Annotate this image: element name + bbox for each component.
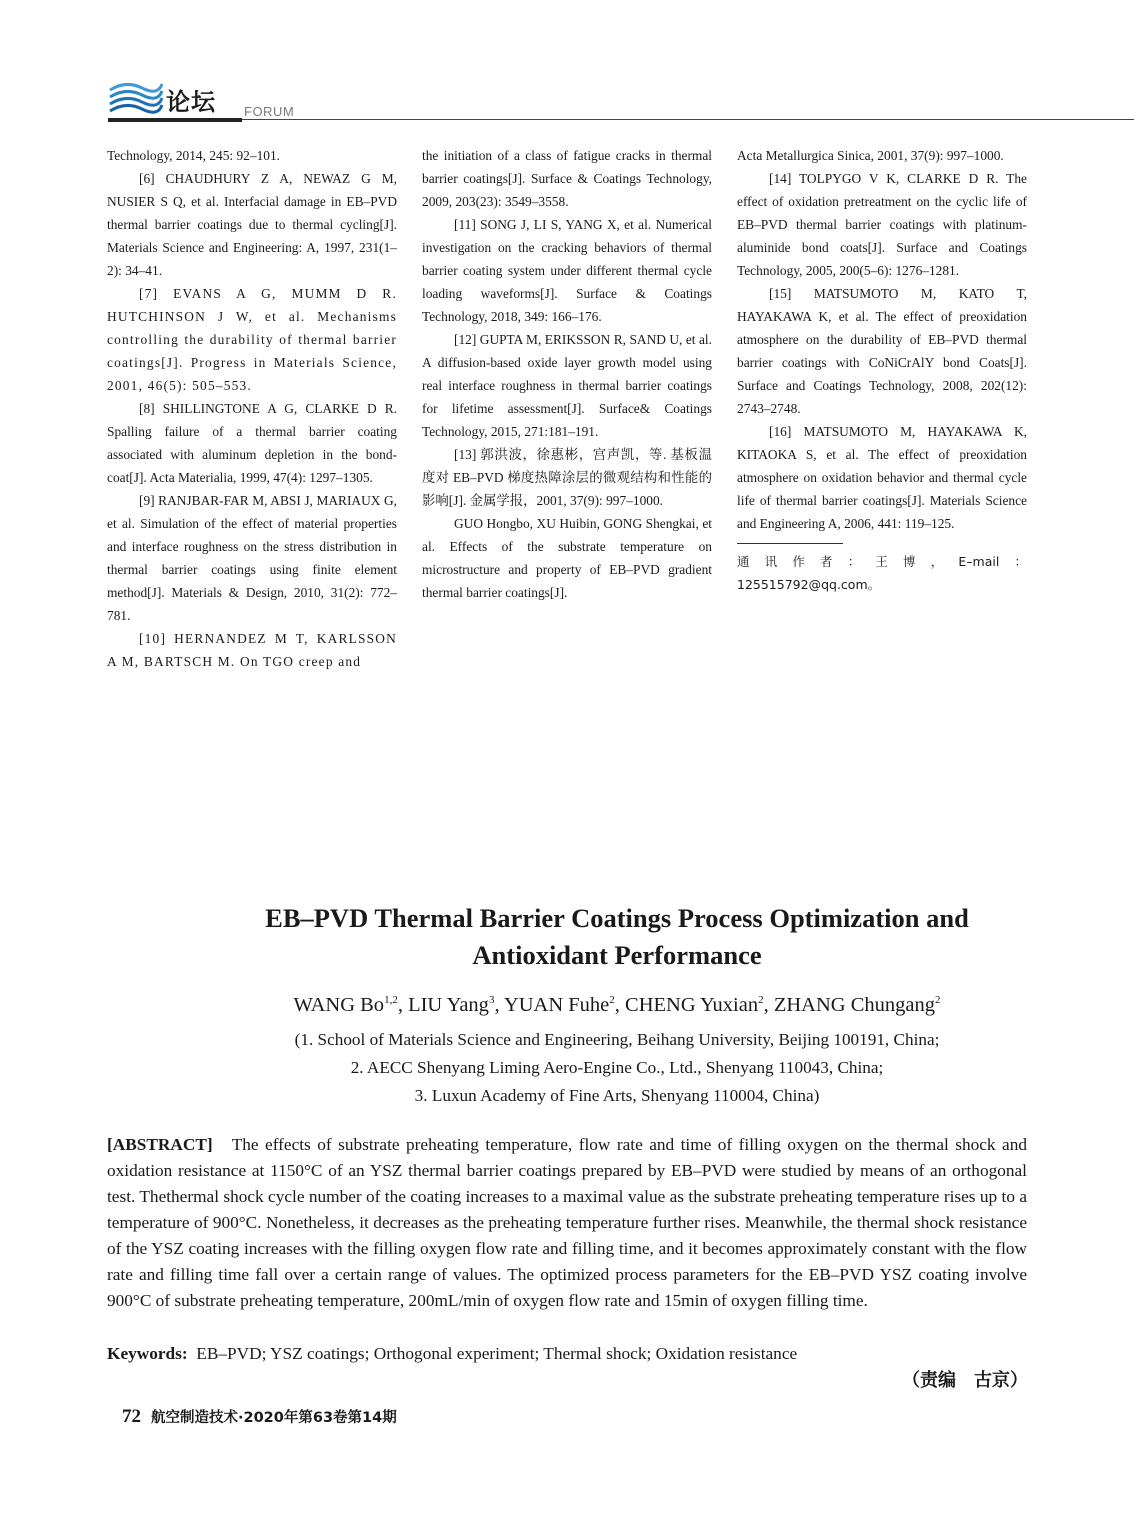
title-line: Antioxidant Performance — [472, 940, 762, 970]
forum-logo-icon — [108, 80, 164, 120]
affiliation: (1. School of Materials Science and Engineering, Beihang University, Beijing 100191, China; — [294, 1030, 940, 1049]
author-affiliation-mark: 2 — [934, 994, 941, 1007]
affiliation: 2. AECC Shenyang Liming Aero-Engine Co., Ltd., Shenyang 110043, China; — [350, 1058, 884, 1077]
reference-item: [16] MATSUMOTO M, HAYAKAWA K, KITAOKA S, et al. The effect of preoxidation atmosphere on oxidation behavior and thermal cycle life of thermal barrier coatings[J]. Materials Science and Engineering A, 2006, 441: 119–125. — [737, 424, 1027, 531]
footnote-rule — [737, 543, 843, 544]
abstract-label: [ABSTRACT] — [107, 1135, 213, 1154]
reference-item: [8] SHILLINGTONE A G, CLARKE D R. Spalling failure of a thermal barrier coating associated with aluminum depletion in the bond-coat[J]. Acta Materialia, 1999, 47(4): 1297–1305. — [107, 401, 397, 485]
editor-note: （责编 古京） — [902, 1370, 1028, 1391]
journal-info: 航空制造技术·2020年第63卷第14期 — [151, 1410, 397, 1426]
author-separator: , — [763, 994, 774, 1016]
header-rule-thick — [108, 118, 242, 122]
author-affiliation-mark: 2 — [609, 994, 615, 1007]
author-affiliation-mark: 1,2 — [384, 994, 398, 1007]
header-rule — [242, 119, 1134, 120]
author-separator: , — [614, 994, 626, 1016]
reference-item: [10] HERNANDEZ M T, KARLSSON A M, BARTSCH M. On TGO creep and — [107, 631, 397, 669]
reference-item: Acta Metallurgica Sinica, 2001, 37(9): 997–1000. — [737, 148, 1004, 163]
references-column-3 — [737, 144, 1027, 596]
page-number: 72 — [122, 1406, 141, 1427]
keywords-text: EB–PVD; YSZ coatings; Orthogonal experiment; Thermal shock; Oxidation resistance — [196, 1344, 798, 1363]
reference-item: [15] MATSUMOTO M, KATO T, HAYAKAWA K, et al. The effect of preoxidation atmosphere on the durability of EB–PVD thermal barrier coatings with CoNiCrAlY bond Coats[J]. Surface and Coatings Technology, 2008, 202(12): 2743–2748. — [737, 286, 1027, 416]
reference-item: [9] RANJBAR-FAR M, ABSI J, MARIAUX G, et al. Simulation of the effect of material properties and interface roughness on the stress distribution in thermal barrier coatings using finite element method[J]. Materials & Design, 2010, 31(2): 772–781. — [107, 493, 397, 623]
page-header — [108, 78, 1134, 124]
author-name: LIU Yang — [408, 994, 489, 1016]
corresponding-author: 通讯作者：王博，E–mail：125515792@qq.com。 — [737, 554, 1027, 592]
reference-item: the initiation of a class of fatigue cracks in thermal barrier coatings[J]. Surface & Coatings Technology, 2009, 203(23): 3549–3558. — [422, 148, 712, 209]
reference-item: GUO Hongbo, XU Huibin, GONG Shengkai, et al. Effects of the substrate temperature on microstructure and property of EB–PVD gradient thermal barrier coatings[J]. — [422, 516, 712, 600]
author-separator: , — [494, 994, 504, 1016]
reference-item: [13] 郭洪波，徐惠彬，宫声凯，等. 基板温度对 EB–PVD 梯度热障涂层的微观结构和性能的影响[J]. 金属学报，2001, 37(9): 997–1000. — [422, 447, 712, 508]
article-title — [107, 900, 1127, 974]
author-name: YUAN Fuhe — [503, 994, 610, 1016]
title-line: EB–PVD Thermal Barrier Coatings Process Optimization and — [265, 903, 969, 933]
author-list — [107, 994, 1127, 1017]
references-column-2 — [422, 144, 712, 604]
section-title-en: FORUM — [244, 104, 295, 119]
affiliation: 3. Luxun Academy of Fine Arts, Shenyang 110004, China) — [414, 1086, 820, 1105]
reference-item: [12] GUPTA M, ERIKSSON R, SAND U, et al. A diffusion-based oxide layer growth model using real interface roughness in thermal barrier coatings for lifetime assessment[J]. Surface& Coatings Technology, 2015, 271:181–191. — [422, 332, 712, 439]
author-affiliation-mark: 2 — [758, 994, 764, 1007]
reference-item: [7] EVANS A G, MUMM D R. HUTCHINSON J W, et al. Mechanisms controlling the durability of thermal barrier coatings[J]. Progress in Materials Science, 2001, 46(5): 505–553. — [107, 286, 397, 393]
author-name: CHENG Yuxian — [625, 994, 759, 1016]
abstract-text: The effects of substrate preheating temperature, flow rate and time of filling oxygen on the thermal shock and oxidation resistance at 1150°C of an YSZ thermal barrier coatings prepared by EB–PVD were studied by means of an orthogonal test. Thethermal shock cycle number of the coating increases to a maximal value as the substrate preheating temperature rises up to a temperature of 900°C. Nonetheless, it decreases as the preheating temperature further rises. Meanwhile, the thermal shock resistance of the YSZ coating increases with the filling oxygen flow rate and filling time, and it becomes approximately constant with the flow rate and filling time fall over a certain range of values. The optimized process parameters for the EB–PVD YSZ coating involve 900°C of substrate preheating temperature, 200mL/min of oxygen flow rate and 15min of oxygen filling time. — [107, 1135, 1027, 1310]
author-name: WANG Bo — [293, 994, 385, 1016]
keywords — [107, 1341, 1027, 1367]
author-affiliation-mark: 3 — [488, 994, 495, 1007]
author-name: ZHANG Chungang — [773, 994, 935, 1016]
keywords-label: Keywords: — [107, 1344, 188, 1363]
author-separator: , — [397, 994, 409, 1016]
section-title: 论坛 — [166, 88, 216, 116]
page-footer — [122, 1406, 397, 1428]
reference-item: Technology, 2014, 245: 92–101. — [107, 148, 280, 163]
reference-item: [6] CHAUDHURY Z A, NEWAZ G M, NUSIER S Q, et al. Interfacial damage in EB–PVD thermal barrier coatings due to thermal cycling[J]. Materials Science and Engineering: A, 1997, 231(1–2): 34–41. — [107, 171, 397, 278]
reference-item: [14] TOLPYGO V K, CLARKE D R. The effect of oxidation pretreatment on the cyclic life of EB–PVD thermal barrier coatings with platinum-aluminide bond coats[J]. Surface and Coatings Technology, 2005, 200(5–6): 1276–1281. — [737, 171, 1027, 278]
references-column-1 — [107, 144, 397, 673]
reference-item: [11] SONG J, LI S, YANG X, et al. Numerical investigation on the cracking behaviors of thermal barrier coating system under different thermal cycle loading waveforms[J]. Surface & Coatings Technology, 2018, 349: 166–176. — [422, 217, 712, 324]
abstract — [107, 1132, 1027, 1314]
